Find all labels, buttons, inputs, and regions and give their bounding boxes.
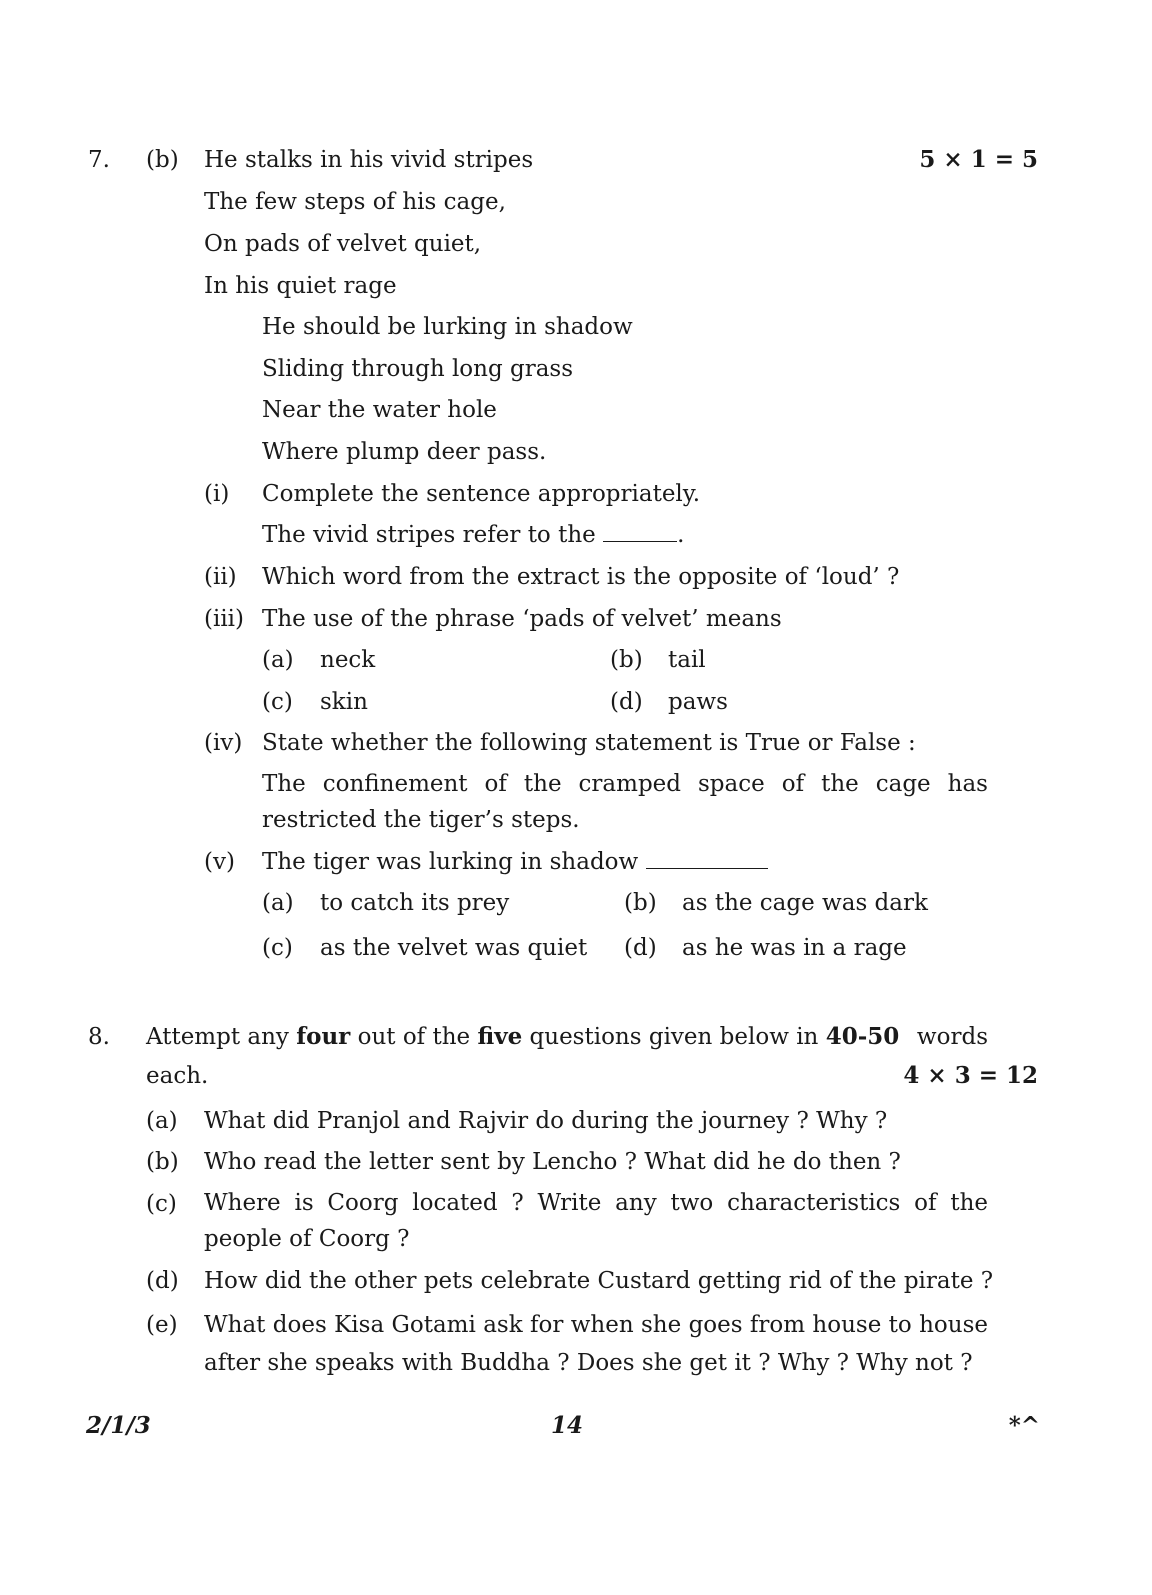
subquestion-label: (v) [204, 849, 235, 875]
option-text: neck [320, 647, 376, 673]
true-false-statement: The confinement of the cramped space of the cage has restricted the tiger’s steps. [262, 771, 988, 833]
option-text: skin [320, 689, 368, 715]
intro-emphasis: four [296, 1023, 351, 1050]
question-text: What did Pranjol and Rajvir do during the journey ? Why ? [204, 1108, 888, 1134]
paper-code: 2/1/3 [86, 1412, 151, 1439]
fill-in-prompt: The vivid stripes refer to the [262, 522, 596, 548]
option-label: (c) [262, 689, 293, 715]
footer-mark: *^ [1008, 1412, 1040, 1439]
question-8-intro-continued: each. [146, 1063, 209, 1089]
option-label: (b) [610, 647, 643, 673]
subquestion-text: State whether the following statement is True or False : [262, 730, 916, 756]
poem-line: Sliding through long grass [262, 356, 574, 382]
poem-line: He should be lurking in shadow [262, 314, 633, 340]
question-text: Where is Coorg located ? Write any two characteristics of the people of Coorg ? [204, 1190, 988, 1252]
page-number: 14 [551, 1412, 584, 1439]
intro-text: out of the [350, 1024, 478, 1050]
poem-line: The few steps of his cage, [204, 189, 506, 215]
option-label: (a) [262, 890, 294, 916]
option-label: (a) [262, 647, 294, 673]
subquestion-label: (iii) [204, 606, 245, 632]
option-text: to catch its prey [320, 890, 510, 916]
question-label: (c) [146, 1191, 177, 1217]
poem-line: He stalks in his vivid stripes [204, 147, 534, 173]
fill-in-sentence: The vivid stripes refer to the . [262, 522, 685, 548]
question-7-part: (b) [146, 147, 179, 173]
intro-text: words [909, 1024, 988, 1050]
poem-line: In his quiet rage [204, 273, 397, 299]
question-7-number: 7. [88, 147, 110, 173]
question-8-intro [146, 1023, 988, 1051]
option-text: paws [668, 689, 728, 715]
subquestion-label: (iv) [204, 730, 243, 756]
option-label: (c) [262, 935, 293, 961]
poem-line: Near the water hole [262, 397, 497, 423]
intro-text: questions given below in [522, 1024, 826, 1050]
question-label: (b) [146, 1149, 179, 1175]
answer-blank [646, 850, 768, 869]
question-label: (e) [146, 1312, 178, 1338]
poem-line: Where plump deer pass. [262, 439, 547, 465]
question-label: (d) [146, 1268, 179, 1294]
question-7-marks: 5 × 1 = 5 [919, 146, 1038, 173]
question-text: How did the other pets celebrate Custard getting rid of the pirate ? [204, 1268, 994, 1294]
option-text: as the cage was dark [682, 890, 928, 916]
subquestion-text: Complete the sentence appropriately. [262, 481, 701, 507]
poem-line: On pads of velvet quiet, [204, 231, 482, 257]
intro-emphasis: five [477, 1023, 523, 1050]
question-text: Who read the letter sent by Lencho ? What did he do then ? [204, 1149, 901, 1175]
option-text: as he was in a rage [682, 935, 907, 961]
question-8-number: 8. [88, 1024, 110, 1050]
question-8-marks: 4 × 3 = 12 [903, 1062, 1038, 1089]
option-label: (d) [610, 689, 643, 715]
intro-emphasis: 40-50 [825, 1023, 900, 1050]
intro-text: Attempt any [146, 1024, 297, 1050]
subquestion-text: The use of the phrase ‘pads of velvet’ means [262, 606, 782, 632]
question-label: (a) [146, 1108, 178, 1134]
subquestion-text: The tiger was lurking in shadow [262, 849, 639, 875]
subquestion-text: Which word from the extract is the opposite of ‘loud’ ? [262, 564, 900, 590]
option-label: (d) [624, 935, 657, 961]
subquestion-label: (i) [204, 481, 230, 507]
option-label: (b) [624, 890, 657, 916]
subquestion-text-with-blank [262, 848, 768, 876]
subquestion-label: (ii) [204, 564, 237, 590]
answer-blank [603, 523, 677, 542]
question-text: What does Kisa Gotami ask for when she goes from house to house after she speaks with Buddha ? Does she get it ? Why ? Why not ? [204, 1312, 988, 1376]
option-text: as the velvet was quiet [320, 935, 588, 961]
option-text: tail [668, 647, 706, 673]
